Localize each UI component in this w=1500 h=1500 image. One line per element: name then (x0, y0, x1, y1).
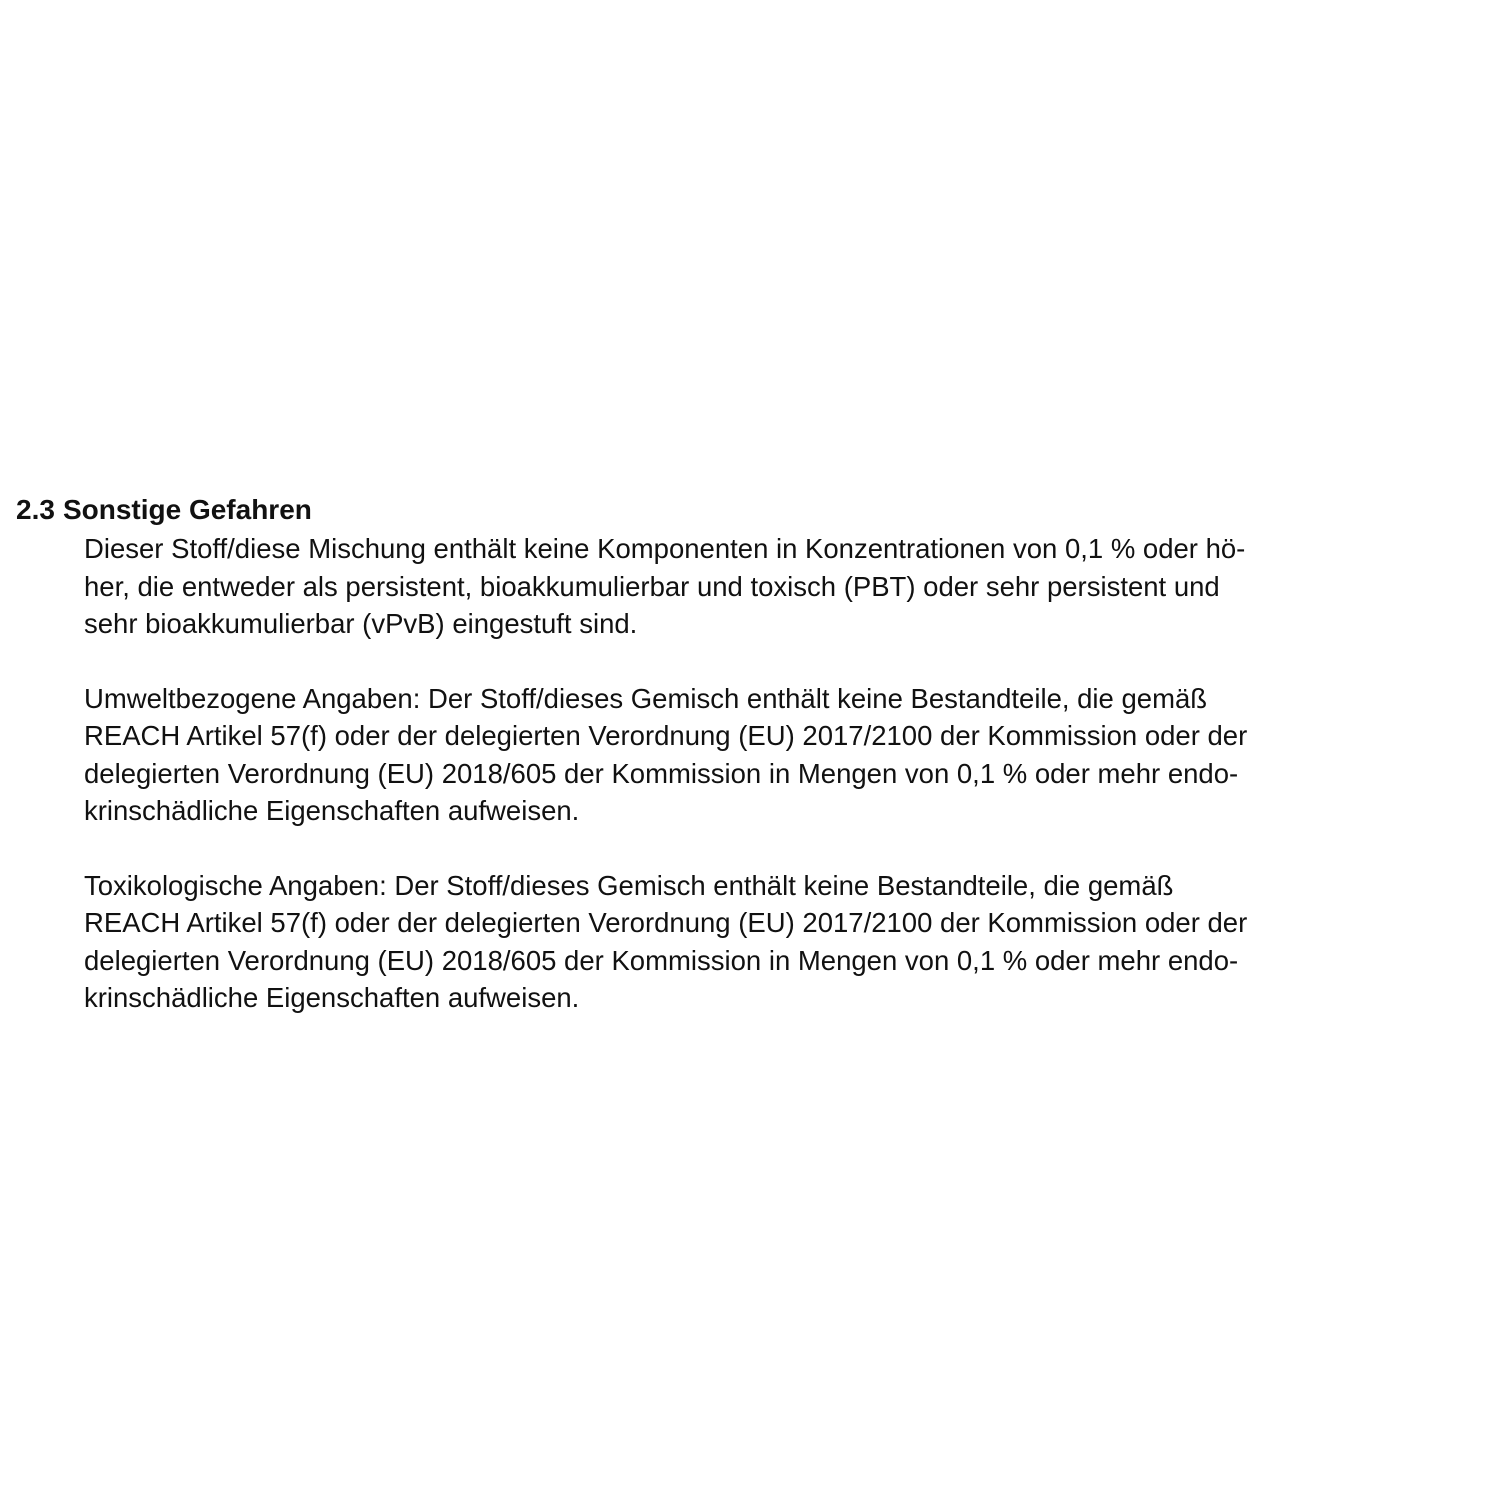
paragraph-line: delegierten Verordnung (EU) 2018/605 der Kommission in Mengen von 0,1 % oder mehr endo- (84, 944, 1239, 976)
paragraph-line: REACH Artikel 57(f) oder der delegierten Verordnung (EU) 2017/2100 der Kommission oder der (84, 720, 1248, 751)
paragraph-line: krinschädliche Eigenschaften aufweisen. (84, 795, 580, 826)
paragraph-spacer (84, 643, 1469, 680)
section-number: 2.3 (16, 494, 55, 525)
paragraph-line: sehr bioakkumulierbar (vPvB) eingestuft sind. (84, 608, 638, 639)
paragraph-line: Toxikologische Angaben: Der Stoff/dieses Gemisch enthält keine Bestandteile, die gemäß (84, 869, 1174, 901)
section-heading (16, 490, 1486, 530)
section-title: Sonstige Gefahren (62, 494, 312, 525)
paragraph-line: Umweltbezogene Angaben: Der Stoff/dieses Gemisch enthält keine Bestandteile, die gemäß (84, 682, 1208, 714)
paragraph-line: krinschädliche Eigenschaften aufweisen. (84, 982, 580, 1013)
paragraph-line: Dieser Stoff/diese Mischung enthält keine Komponenten in Konzentrationen von 0,1 % oder hö- (84, 533, 1246, 564)
paragraph-line: delegierten Verordnung (EU) 2018/605 der Kommission in Mengen von 0,1 % oder mehr endo- (84, 757, 1239, 789)
paragraph-pbt-vpvb (84, 530, 1469, 643)
section-body (84, 530, 1469, 1017)
paragraph-toxicological-info (84, 867, 1469, 1017)
paragraph-spacer (84, 830, 1469, 867)
paragraph-environmental-info (84, 680, 1469, 830)
paragraph-line: REACH Artikel 57(f) oder der delegierten Verordnung (EU) 2017/2100 der Kommission oder der (84, 907, 1248, 938)
document-section (16, 490, 1486, 1017)
paragraph-line: her, die entweder als persistent, bioakkumulierbar und toxisch (PBT) oder sehr persistent und (84, 570, 1220, 602)
